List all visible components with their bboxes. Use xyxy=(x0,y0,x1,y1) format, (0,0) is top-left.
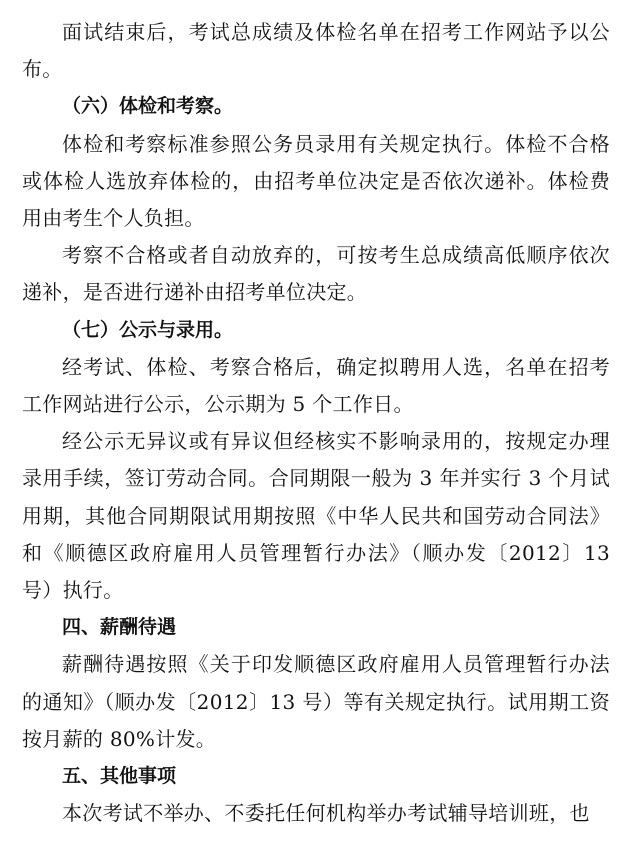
paragraph-announcement-results: 面试结束后，考试总成绩及体检名单在招考工作网站予以公布。 xyxy=(22,20,610,82)
paragraph-inspection-failure: 考察不合格或者自动放弃的，可按考生总成绩高低顺序依次递补，是否进行递补由招考单位决定。 xyxy=(22,243,610,305)
paragraph-no-training-classes: 本次考试不举办、不委托任何机构举办考试辅导培训班，也 xyxy=(62,801,590,826)
heading-publicity-and-hiring: （七）公示与录用。 xyxy=(62,318,234,341)
paragraph-salary-details: 薪酬待遇按照《关于印发顺德区政府雇用人员管理暂行办法的通知》（顺办发〔2012〕13 号）等有关规定执行。试用期工资按月薪的 80%计发。 xyxy=(22,652,610,751)
paragraph-medical-standard: 体检和考察标准参照公务员录用有关规定执行。体检不合格或体检人选放弃体检的，由招考单位决定是否依次递补。体检费用由考生个人负担。 xyxy=(22,131,610,231)
paragraph-publicity-period: 经考试、体检、考察合格后，确定拟聘用人选，名单在招考工作网站进行公示，公示期为 5 个工作日。 xyxy=(22,354,610,417)
paragraph-contract-terms: 经公示无异议或有异议但经核实不影响录用的，按规定办理录用手续，签订劳动合同。合同期限一般为 3 年并实行 3 个月试用期，其他合同期限试用期按照《中华人民共和国劳动合同法》和《顺德区政府雇用人员管理暂行办法》（顺办发〔2012〕13 号）执行。 xyxy=(22,429,610,603)
heading-salary: 四、薪酬待遇 xyxy=(62,616,177,639)
document-page xyxy=(22,14,610,832)
heading-medical-and-inspection: （六）体检和考察。 xyxy=(62,95,234,118)
heading-other-matters: 五、其他事项 xyxy=(62,765,177,788)
